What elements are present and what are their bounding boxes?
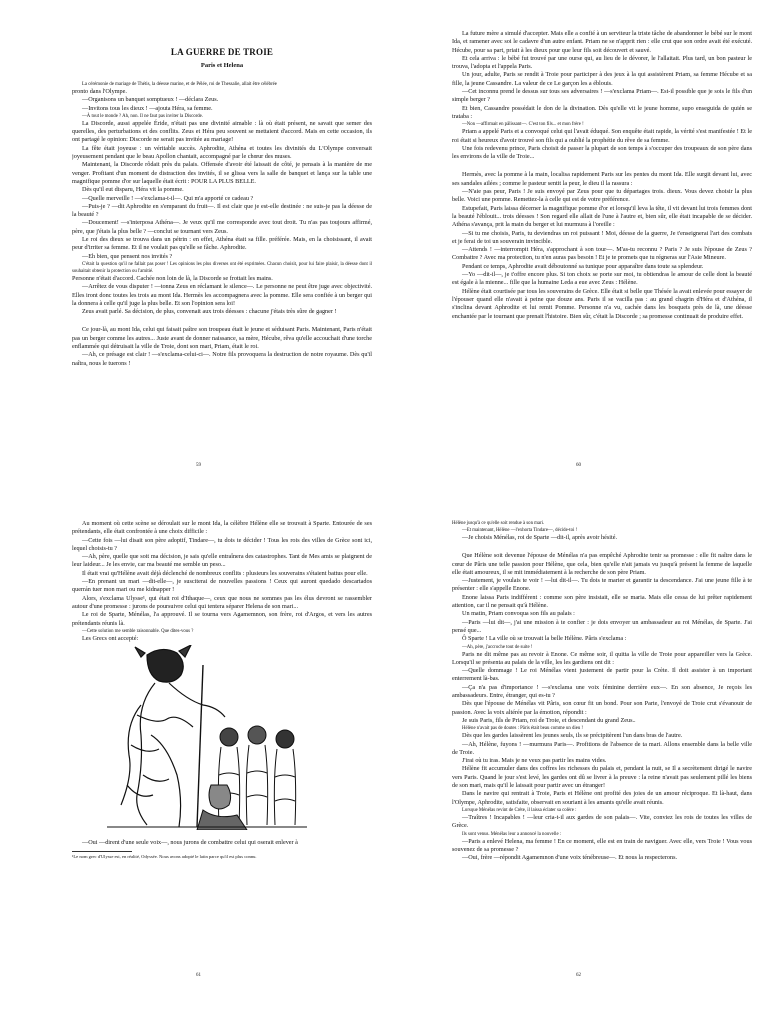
paragraph: Un jour, adulte, Paris se rendit à Troie pour participer à des jeux à la qui assistèrent Priam, sa femme Hécube et sa fille, la jeune Cassandre. La valeur de ce Le garçon les a éblouis. [452,71,752,87]
paragraph: Hélène jusqu'à ce qu'elle soit rendue à son mari. [452,521,545,526]
page-number: 60 [576,463,581,468]
paragraph: La cérémonie de mariage de Thétis, la déesse marine, et de Pélée, roi de Thessalie, allait être célébrée [82,82,277,87]
paragraph: Ô Sparte ! La ville où se trouvait la belle Hélène. Pâris s'exclama : [462,635,627,643]
paragraph: Dès que l'épouse de Ménélas vit Pâris, son cœur fit un bond. Pour son Parte, l'envoyé de Troie crut s'évanouir de passion. Avec la voix altérée par la émotion, répondit : [452,700,752,716]
paragraph: Pendant ce temps, Aphrodite avait déboutonné sa tunique pour apparaître dans toute sa splendeur. [462,262,704,270]
footnote: ¹Le nom grec d'Ulysse est, en réalité, Odyssée. Nous avons adopté le latin parce qu'il est plus connu. [72,854,257,860]
paragraph: Estupefait, Paris laissa décerner la magnifique pomme d'or et lorsqu'il leva la tête, il vit devant lui trois femmes dont la beauté l'éblouit... trois déesses ! Son regard elle allait de l'une à l'autre et, bien sûr, elle était incapable de se décider. Athéna s'avança, prit la main du berger et lui murmura à l'oreille : [452,204,752,229]
paragraph: —Et maintenant, Hélène —l'exhorta Tindare—, décide-toi ! [462,528,578,533]
section-break [72,316,372,326]
paragraph: Dès qu'il eut disparu, Héra vit la pomme. [82,186,184,194]
section-break [452,161,752,171]
paragraph: Il était vrai qu'Hélène avait déjà déclenché de nombreux conflits : plusieurs les souverains s'étaient battus pour elle. [82,569,368,577]
paragraph: Que Hélène soit devenue l'épouse de Ménélas n'a pas empêché Aphrodite tenir sa promesse : elle fit naître dans le cœur de Pâris une telle passion pour Hélène, que cela, bien qu'elle n'ait jamais vu jusqu'à présent la femme de laquelle elle était amoureux, il se mit immédiatement à la recherche de son père Priam. [452,552,752,576]
paragraph: —Si tu me choisis, Paris, tu deviendras un roi puissant ! Moi, déesse de la guerre, Je t'enseignerai l'art des combats et je ferai de toi un souverain invincible. [452,229,752,245]
paragraph: —Ah, père, quelle que soit ma décision, je sais qu'elle entraînera des catastrophes. Tant de Mes amis se plaignent de leur laideur... Je les envie, car ma beauté me semble un peso... [72,553,372,569]
paragraph: Lorsque Ménélas revint de Crète, il laissa éclater sa colère : [462,807,577,813]
page-body [72,81,372,368]
paragraph: Hermès, avec la pomme à la main, localisa rapidement Paris sur les pentes du mont Ida. Elle surgit devant lui, avec ses sandales ailées ; comme le pasteur sentit la peur, le dieu il la rassura : [452,171,752,187]
chapter-subtitle: Paris et Helena [200,62,244,69]
paragraph: —Non —affirmait en pâlissant—. C'est ton fils... et mon frère ! [462,122,584,128]
page-number: 62 [576,973,581,978]
paragraph: —N'aie pas peur, Paris ! Je suis envoyé par Zeus pour que tu départages trois. dieux. Vous devez choisir la plus belle. Voici une pomme. Remettez-la à celle qui est de votre préférence. [452,188,752,204]
myth-illustration [107,645,307,830]
paragraph: —Paris a enlevé Helena, ma femme ! En ce moment, elle est en train de naviguer. Avec elle, vers Troie ! Vous vous souvenez de sa promesse ? [452,837,752,853]
paragraph: —En prenant un mari —dit-elle—, je susciterai de nouvelles passions ! Ceux qui auront quedado descartados querrán tuer mon mari ou me kidnapper ! [72,578,372,594]
page-body [452,520,752,862]
page-60 [452,30,752,500]
paragraph: Le roi des dieux se trouva dans un pétrin : en effet, Athéna était sa fille. préférée. Mais, en la choisissant, il avait peur d'irriter sa femme. Et il ne voulait pas qu'elle se fâche. Aphrodite. [72,236,372,252]
paragraph: —Cette fois —lui disait son père adoptif, Tindare—, tu dois te décider ! Tous les rois des villes de Grèce sont ici, lequel choisis-tu ? [72,536,372,552]
paragraph: Maintenant, la Discorde rôdait près du palais. Offensée d'avoir été laissait de côté, je pensais à la manière de me venger. Profitant d'un moment de distraction des invités, il se glissa vers la salle de banquet et lança sur la table une magnifique pomme d'or sur laquelle était écrit : POUR LA PLUS BELLE. [72,161,372,185]
paragraph: Dans le navire qui rentrait à Troie, Paris et Hélène ont profité des joies de un amour réciproque. Et là-haut, dans l'Olympe, Aphrodite, satisfaite, observait en souriant à les amants qu'elle avait réunis. [452,790,752,806]
paragraph: Hélène n'avait pas de doutes : Pâris était beau comme un dieu ! [462,726,584,732]
paragraph: —Doucement! —s'interposa Athéna—. Je veux qu'il me corresponde avec tout droit. Tu n'as pas toujours affirmé, père, que j'étais la plus belle ? —conclut se tournant vers Zeus. [72,219,372,235]
paragraph: —Oui, frère —répondit Agamemnon d'une voix ténébreuse—. Et nous la respecterons. [462,854,678,862]
paragraph: La Discorde, aussi appelée Éride, n'était pas une divinité aimable : là où était présent, ne savait que semer des querelles, des perturbations et des conflits. Zeus et Héra peu souvent se mettaient d'accord. Mais en cette occasion, ils ont partagé le opinion: Discorde ne serait pas invitée au mariage! [72,119,372,144]
section-break [452,542,752,552]
paragraph: —Arrêtez de vous disputer ! —tonna Zeus en réclamant le silence—. Le personne ne peut être juge avec objectivité. Elles iront donc toutes les trois au mont Ida. Hermès les accompagnera avec la pomme. Elle sera confiée à un berger qui la donnera à celle qu'il juge la plus belle. Et son l'opinion sera loi! [72,283,372,307]
page-body [452,30,752,321]
paragraph: Personne n'était d'accord. Cachée non loin de là, la Discorde se frottait les mains. [72,274,273,282]
page-number: 59 [196,463,201,468]
paragraph: —Cet inconnu prend le dessus sur tous ses adversaires ! —s'exclama Priam—. Est-il possible que je sois le fils d'un simple berger ? [452,88,752,104]
paragraph: C'était la question qu'il ne fallait pas poser ! Les opinions les plus diverses ont été exprimées. Chacun choisit, pour lui faire plaisir, la déesse dont il souhaitait obtenir la protection ou l'amitié. [72,261,372,274]
paragraph: —Quelle dommage ! Le roi Ménélas vient justement de partir pour la Crète. Il doit assister à un important enterrement là-bas. [452,667,752,683]
paragraph: Au moment où cette scène se déroulait sur le mont Ida, la célèbre Hélène elle se trouvait à Sparte. Entourée de ses prétendants, elle était confrontée à une choix difficile : [72,520,372,536]
chapter-title: LA GUERRE DE TROIE [170,47,274,57]
paragraph: —Attends ! —interrompit Héra, s'approchant à son tour—. M'as-tu reconnu ? Paris ? Je suis l'épouse de Zeus ? Combattre ? Avec ma protection, tu n'en auras pas besoin ! Et je te promets que tu régneras sur l'Asie Mineure. [452,246,752,262]
paragraph: —Paris —lui dit—, j'ai une mission à te confier : je dois envoyer un ambassadeur au roi Ménélas, de Sparte. J'ai pensé que... [452,618,752,634]
paragraph: Et bien, Cassandre possédait le don de la divination. Dès qu'elle vit le jeune homme, supo enseguida de quién se trataba : [452,104,752,120]
paragraph: Une fois redevenu prince, Paris choisit de passer la plupart de son temps à s'occuper des troupeaux de son père dans les environs de la ville de Troie... [452,144,752,161]
paragraph: Paris ne dit même pas au revoir à Enone. Ce même soir, il quitta la ville de Troie pour appareiller vers la Grèce. Lorsqu'il se présenta au palais de la ville, les les gardiens ont dit : [452,650,752,666]
paragraph: —Ah, ce présage est clair ! —s'exclama-celui-ci—. Notre fils provoquera la destruction de notre royaume. Dès qu'il naîtra, nous le tuerons ! [72,351,372,367]
paragraph: —Traîtres ! Incapables ! —leur cria-t-il aux gardes de son palais—. Vite, conviez les rois de toutes les villes de Grèce. [452,813,752,830]
paragraph: —Organisons un banquet somptueux ! —déclara Zeus. [82,96,219,104]
paragraph: Alors, s'exclama Ulysse¹, qui était roi d'Ithaque—, ceux que nous ne sommes pas les élus devront se rassembler autour d'une promesse : jurons de poursuivre celui qui tentera séparer Helena de son mari... [72,594,372,610]
paragraph: —Ah, père, j'accroche tout de suite ! [462,644,533,650]
paragraph: Priam a appelé Paris et a convoqué celui qui l'avait éduqué. Son enquête était rapide, la vérité s'est manifestée ! Et le roi était si heureux d'avoir trouvé son fils qui a oublié la prophétie du rêve de sa femme. [452,128,752,144]
paragraph: Dès que les gardes laissèrent les jeunes seuls, ils se précipitèrent l'un dans bras de l'autre. [462,732,683,740]
paragraph: Hélène était courtisée par tous les souverains de Grèce. Elle était si belle que Thésée la avait enlevée pour essayer de l'épouser quand elle n'avait à peine que douze ans. Paris il se vacilla pas : au grand chagrin d'Héra et d'Athéna, il s'inclina devant Aphrodite et lui remit Pomme. Personne n'a vu, cachée dans les bosquets près de là, une déesse enchantée par le tournant que prenait l'histoire. Bien sûr, c'était la Discorde ; sa promesse continuait de produire effet. [452,287,752,320]
paragraph: —Quelle merveille ! —s'exclama-t-il—. Qui m'a apporté ce cadeau ? [82,194,254,202]
page-number: 61 [196,973,201,978]
paragraph: La future mère a simulé d'accepter. Mais elle a confié à un serviteur la triste tâche de abandonner le bébé sur le mont Ida, et ramener avec soi le cadavre d'un autre enfant. Priam ne se n'apprit rien : elle crut que son ordre avait été exécuté. Hécube, pour sa part, priait à les dieux pour que leur fils soit découvert et sauvé. [452,30,752,54]
paragraph: pronto dans l'Olympe. [72,88,127,95]
paragraph: Le roi de Sparte, Ménélas, l'a approuvé. Il se tourna vers Agamemnon, son frère, roi d'Argos, et vers les autres prétendants réunis là. [72,611,372,627]
paragraph: —À tout le monde ? Ah, non. Il ne faut pas inviter la Discorde. [82,113,203,119]
paragraph: La fête était joyeuse : un véritable succès. Aphrodite, Athéna et toutes les divinités du L'Olympe conversait joyeusement pendant que le beau Apollon chantait, accompagné par le chœur des muses. [72,144,372,161]
paragraph: —Yo —dit-il—, je t'offre encore plus. Si ton choix se porte sur moi, tu obtiendras le amour de celle dont la beauté est égale à la mienne... fille que la humaine Leda a eue avec Zeus : Hélène. [452,271,752,287]
paragraph: —Je choisis Ménélas, roi de Sparte —dit-il, après avoir hésité. [462,534,617,541]
page-59 [72,30,372,500]
paragraph: Les Grecs ont accepté: [82,634,139,642]
footnote-rule [72,851,132,852]
paragraph: —Eh bien, que pensent nos invités ? [82,252,173,260]
paragraph: —Oui —dirent d'une seule voix—, nous jurons de combattre celui qui oserait enlever à [82,839,298,847]
paragraph: Zeus avait parlé. Sa décision, de plus, convenait aux trois déesses : chacune j'étais très sûre de gagner ! [82,308,337,316]
paragraph: —Invitons tous les dieux ! —ajouta Héra, sa femme. [82,104,213,112]
paragraph: —Ah, Hélène, fuyons ! —murmura Paris—. Profitions de l'absence de ta mari. Allons ensemble dans la belle ville de Troie. [452,740,752,756]
paragraph: —Ça n'a pas d'importance ! —s'exclama une voix féminine derrière eux—. En son absence, Je reçois les ambassadeurs. Entre, étranger, qui es-tu ? [452,683,752,700]
paragraph: Hélène fit accumuler dans des coffres les richesses du palais et, pendant la nuit, se Il a secrètement dirigé le navire vers Paris. Quand le jour s'est levé, les gardes ont dû se livrer à la preuve : la reine n'avait pas seulement pillé les biens de son mari, mais qu'il le laissait pour partir avec un étranger! [452,765,752,790]
paragraph: J'irai où tu iras. Mais je ne veux pas partir les mains vides. [462,757,607,765]
page-body-after [72,839,372,847]
paragraph: Un matin, Priam convoqua son fils au palais : [462,610,575,618]
paragraph: Ce jour-là, au mont Ida, celui qui faisait paître son troupeau était le jeune et séduisant Paris. Maintenant, Paris n'était pas un berger comme les autres... Juste avant de donner naissance, sa mère, Hécube, rêva qu'elle accouchait d'une torche enflammée qui détruisait la ville de Troie, dont son mari, Priam, était le roi. [72,326,372,351]
paragraph: Je suis Paris, fils de Priam, roi de Troie, et descendant du grand Zeus.. [462,716,636,724]
paragraph: —Justement, je voulais te voir ! —lui dit-il—. Tu dois te marier et garantir ta descendance. J'ai une jeune fille à te présenter : elle s'appelle Enone. [452,577,752,593]
page-61 [72,520,372,990]
paragraph: —Cette solution me semble raisonnable. Que dites-vous ? [82,628,194,634]
paragraph: Ils sont venus. Ménélas leur a annoncé la nouvelle : [462,831,562,837]
paragraph: —Puis-je ? —dit Aphrodite en s'emparant du fruit—. Il est clair que je est-elle destinée : ne suis-je pas la déesse de la beauté ? [72,202,372,219]
paragraph: Enone laissa Paris indifférent : comme son père insistait, elle se maria. Mais elle cessa de lui prêter rapidement attention, car il ne pensait qu'à Hélène. [452,593,752,610]
page-body [72,520,372,643]
paragraph: Et cela arriva : le bébé fut trouvé par une ourse qui, au lieu de le dévorer, le l'allaitait. Plus tard, un bon pasteur le trouva, l'adopta et l'appela Paris. [452,54,752,71]
page-62 [452,520,752,990]
